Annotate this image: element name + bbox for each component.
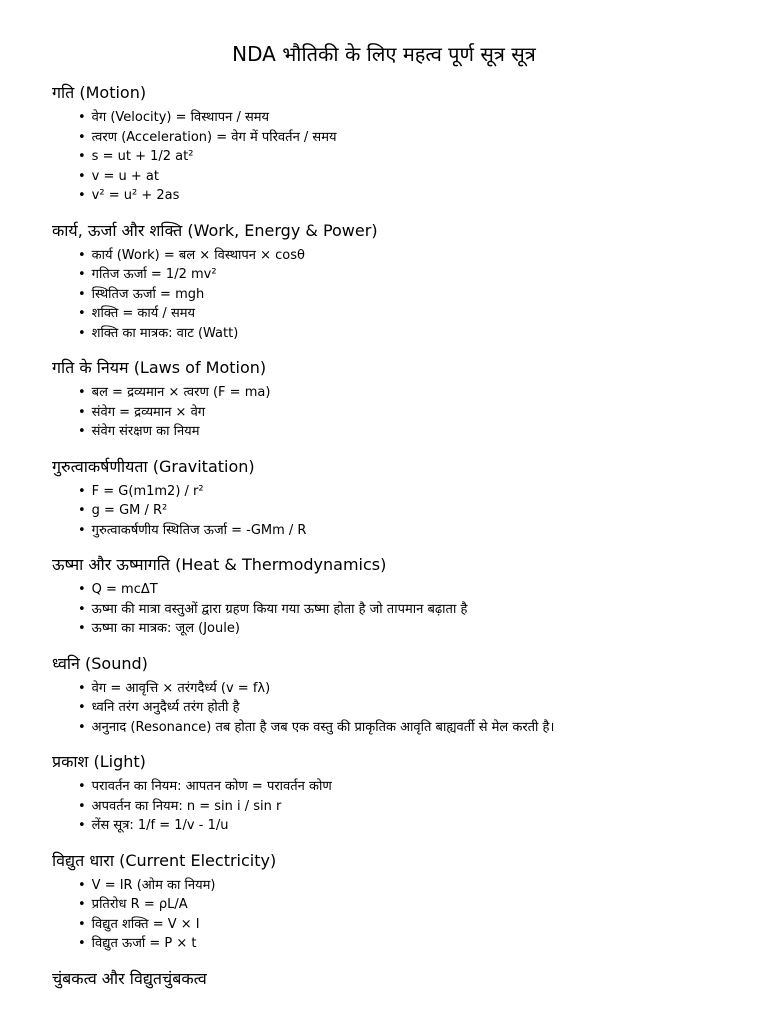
- list-item: • s = ut + 1/2 at²: [78, 147, 768, 167]
- formula-list: [52, 876, 768, 954]
- sections-container: [52, 82, 768, 990]
- list-item: • ऊष्मा का मात्रक: जूल (Joule): [78, 619, 768, 639]
- section-3: [52, 456, 768, 541]
- list-item: • बल = द्रव्यमान × त्वरण (F = ma): [78, 383, 768, 403]
- section-5: [52, 653, 768, 738]
- list-item: • अपवर्तन का नियम: n = sin i / sin r: [78, 797, 768, 817]
- section-heading: प्रकाश (Light): [52, 752, 146, 771]
- list-item: • शक्ति का मात्रक: वाट (Watt): [78, 324, 768, 344]
- formula-list: [52, 580, 768, 639]
- formula-list: [52, 777, 768, 836]
- section-heading: गुरुत्वाकर्षणीयता (Gravitation): [52, 456, 255, 476]
- page-title: NDA भौतिकी के लिए महत्व पूर्ण सूत्र सूत्र: [232, 42, 536, 66]
- section-0: [52, 82, 768, 206]
- section-heading: गति के नियम (Laws of Motion): [52, 358, 267, 377]
- section-heading: ध्वनि (Sound): [52, 653, 148, 673]
- list-item: • वेग (Velocity) = विस्थापन / समय: [78, 108, 768, 128]
- formula-list: [52, 246, 768, 344]
- section-heading: कार्य, ऊर्जा और शक्ति (Work, Energy & Power): [52, 220, 378, 240]
- list-item: • संवेग = द्रव्यमान × वेग: [78, 403, 768, 423]
- list-item: • Q = mcΔT: [78, 580, 768, 600]
- list-item: • v² = u² + 2as: [78, 186, 768, 206]
- section-heading: विद्युत धारा (Current Electricity): [52, 850, 277, 870]
- list-item: • वेग = आवृत्ति × तरंगदैर्ध्य (v = fλ): [78, 679, 768, 699]
- list-item: • g = GM / R²: [78, 501, 768, 521]
- list-item: • विद्युत ऊर्जा = P × t: [78, 934, 768, 954]
- section-heading: गति (Motion): [52, 83, 147, 102]
- section-heading: चुंबकत्व और विद्युतचुंबकत्व: [52, 968, 207, 988]
- list-item: • त्वरण (Acceleration) = वेग में परिवर्तन / समय: [78, 128, 768, 148]
- list-item: • अनुनाद (Resonance) तब होता है जब एक वस्तु की प्राकृतिक आवृति बाह्यवर्ती से मेल करती है।: [78, 718, 768, 738]
- list-item: • गुरुत्वाकर्षणीय स्थितिज ऊर्जा = -GMm / R: [78, 521, 768, 541]
- list-item: • कार्य (Work) = बल × विस्थापन × cosθ: [78, 246, 768, 266]
- section-1: [52, 220, 768, 344]
- list-item: • विद्युत शक्ति = V × I: [78, 915, 768, 935]
- section-7: [52, 850, 768, 954]
- section-4: [52, 554, 768, 639]
- list-item: • प्रतिरोध R = ρL/A: [78, 895, 768, 915]
- section-heading: ऊष्मा और ऊष्मागति (Heat & Thermodynamics): [52, 555, 387, 574]
- list-item: • स्थितिज ऊर्जा = mgh: [78, 285, 768, 305]
- list-item: • F = G(m1m2) / r²: [78, 482, 768, 502]
- list-item: • परावर्तन का नियम: आपतन कोण = परावर्तन कोण: [78, 777, 768, 797]
- list-item: • V = IR (ओम का नियम): [78, 876, 768, 896]
- section-8: [52, 968, 768, 990]
- list-item: • गतिज ऊर्जा = 1/2 mv²: [78, 265, 768, 285]
- list-item: • v = u + at: [78, 167, 768, 187]
- list-item: • संवेग संरक्षण का नियम: [78, 422, 768, 442]
- formula-list: [52, 108, 768, 206]
- list-item: • लेंस सूत्र: 1/f = 1/v - 1/u: [78, 816, 768, 836]
- formula-list: [52, 482, 768, 541]
- section-6: [52, 751, 768, 836]
- list-item: • ऊष्मा की मात्रा वस्तुओं द्वारा ग्रहण किया गया ऊष्मा होता है जो तापमान बढ़ाता है: [78, 600, 768, 620]
- list-item: • शक्ति = कार्य / समय: [78, 304, 768, 324]
- list-item: • ध्वनि तरंग अनुदैर्ध्य तरंग होती है: [78, 698, 768, 718]
- formula-list: [52, 383, 768, 442]
- section-2: [52, 357, 768, 442]
- formula-list: [52, 679, 768, 738]
